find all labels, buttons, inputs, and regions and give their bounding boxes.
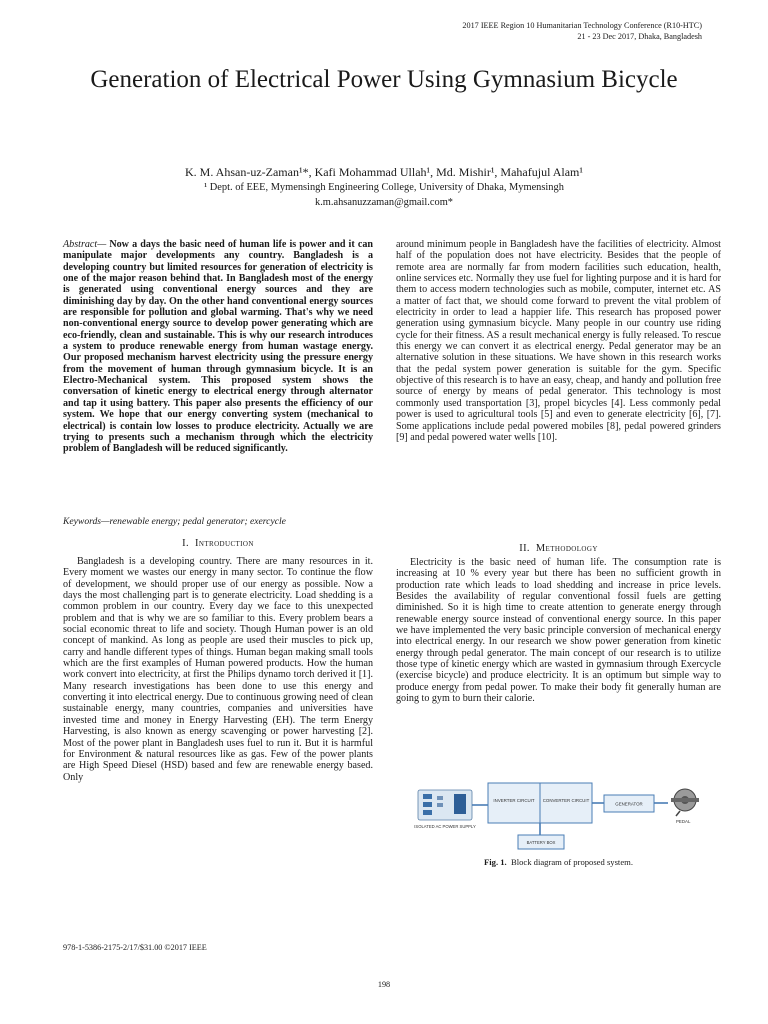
introduction-paragraph-continued: around minimum people in Bangladesh have the facilities of electricity. Almost half of the population does not have electricity. Besides that the people of remote area are normally far from modern facilities such education, health, online services etc. Normally they use fuel for lighting purpose and it is hard for them to access modern technologies such as mobile, computer, internet etc. AS a matter of fact that, we should come forward to prevent the vital problem of electricity in order to lead a happier life. This research has proposed power generation using gymnasium bicycle. Many people in our country use riding cycle for their fitness. AS a result mechanical energy is fully released. To rescue this energy we can convert it as electrical energy. Pedal generator may be an alternative solution in these situations. We have shown in this research works that the pedal system power generation is suitable for the gym. Specific objective of this research is to have an easy, cheap, and handy and pollution free source of energy by means of pedal generator. This technology is most commonly used transportation [3], propel bicycles [4]. Less commonly pedal power is used to agricultural tools [5] and even to generate electricity [6], [7]. Some applications include pedal powered mobiles [8], pedal powered grinders [9] and pedal powered water wells [10]. — [396, 239, 721, 443]
figure-caption-text: Block diagram of proposed system. — [511, 857, 633, 867]
power-supply-icon — [418, 790, 472, 820]
conference-header — [462, 20, 702, 42]
abstract — [63, 239, 373, 455]
methodology-paragraph: Electricity is the basic need of human life. The consumption rate is increasing at 10 % every year but there has been no sufficient growth in production rate which leads to load shedding and increase in price levels. Besides the availability of regular conventional fossil fuels are getting diminished. So it is high time to create attention to generate energy through renewable energy source instead of conventional energy source. In this paper we have implemented the very basic principle conversion of mechanical energy into electrical energy. In our research we show power generation from kinetic energy through pedal generator. The main concept of our research is to utilize those type of kinetic energy which are wasted in gymnasium through Exercycle (exercise bicycle) and produce electricity. It is an optimum but simple way to produce energy from pedal power. To make their body fit generally human are going to gym to burn their calorie. — [396, 557, 721, 705]
inverter-block — [488, 783, 540, 823]
supply-label: ISOLATED AC POWER SUPPLY — [414, 824, 476, 829]
keywords: Keywords—renewable energy; pedal generator; exercycle — [63, 516, 286, 527]
section-heading-introduction — [63, 538, 373, 549]
introduction-body — [63, 556, 373, 783]
block-diagram — [410, 780, 715, 856]
section-number: II. — [519, 543, 530, 554]
introduction-paragraph: Bangladesh is a developing country. There are many resources in it. Every moment we wastes our energy in many sector. To continue the flow of development, we should proper use of our energy as possible. Now a days the most challenging part is to generate electricity. Load shedding is a common problem in our country. Every day we face to this unexpected problem and that is why we are so familiar to this. Every problem bears a social economic threat to life and society. Though Human power is an old concept of mankind. As long as people are used their muscles to pick up, carry and handle different types of things. Human began making small tools which are the first examples of Human powered products. How the human work convert into electricity, at first the Philips dynamo torch derived it [1]. Many research investigations has been done to use this energy and converting it into electrical energy. Due to continuous growing need of clean sustainable energy, many countries, companies and universities have invested time and money in Energy Harvesting (EH). The term Energy Harvesting, is also known as energy scavenging or power harvesting [2]. Most of the power plant in Bangladesh uses fuel to run it. But it is harmful for Environment & natural resources like as gas. Few of the power plants are High Speed Diesel (HSD) based and few are renewable energy based. Only — [63, 556, 373, 783]
conference-date: 21 - 23 Dec 2017, Dhaka, Bangladesh — [577, 32, 702, 41]
section-title: Introduction — [195, 538, 254, 549]
copyright-footer: 978-1-5386-2175-2/17/$31.00 ©2017 IEEE — [63, 943, 207, 952]
contact-email: k.m.ahsanuzzaman@gmail.com* — [315, 197, 453, 208]
section-number: I. — [182, 538, 190, 549]
section-heading-methodology — [396, 543, 721, 554]
page-number: 198 — [377, 980, 391, 989]
block-diagram-figure — [410, 780, 715, 856]
affiliation: ¹ Dept. of EEE, Mymensingh Engineering College, University of Dhaka, Mymensingh — [204, 182, 564, 193]
figure-number: Fig. 1. — [484, 857, 507, 867]
conference-name: 2017 IEEE Region 10 Humanitarian Technology Conference (R10-HTC) — [462, 21, 702, 30]
inverter-label: INVERTER CIRCUIT — [493, 798, 535, 803]
abstract-lead: Abstract— — [63, 239, 107, 250]
section-title: Methodology — [535, 543, 598, 554]
methodology-body — [396, 557, 721, 704]
pedal-label: PEDAL — [676, 819, 691, 824]
battery-label: BATTERY BOX — [526, 840, 556, 845]
paper-title: Generation of Electrical Power Using Gymnasium Bicycle — [90, 66, 678, 93]
generator-label: GENERATOR — [615, 801, 643, 807]
converter-label: CONVERTER CIRCUIT — [542, 798, 590, 803]
author-list: K. M. Ahsan-uz-Zaman¹*, Kafi Mohammad Ullah¹, Md. Mishir¹, Mahafujul Alam¹ — [185, 165, 583, 179]
converter-block — [540, 783, 592, 823]
abstract-text: Now a days the basic need of human life is power and it can manipulate major developments any country. Bangladesh is a developing country but limited resources for generation of electricity is one of the major reason behind that. In Bangladesh most of the energy is generated using conventional energy sources and they are diminishing day by day. On the other hand conventional energy sources are responsible for pollution and global warming. That's why we need non-conventional energy source to develop power generating which are eco-friendly, clean and sustainable. This is why our research introduces a system to produce renewable energy from human wastage energy. Our proposed mechanism harvest electricity using the pressure energy from the movement of human through gymnasium bicycle. It is an Electro-Mechanical system. This proposed system shows the conversation of kinetic energy to electrical energy through alternator and tap it using battery. This paper also presents the efficiency of our system. We hope that our energy converting system (mechanical to electrical) is contain low losses to produce electricity. Actually we are trying to presents such a mechanism through which the electricity problem of Bangladesh will be reduced significantly. — [63, 239, 373, 455]
introduction-continued — [396, 239, 721, 443]
figure-caption — [396, 857, 721, 867]
